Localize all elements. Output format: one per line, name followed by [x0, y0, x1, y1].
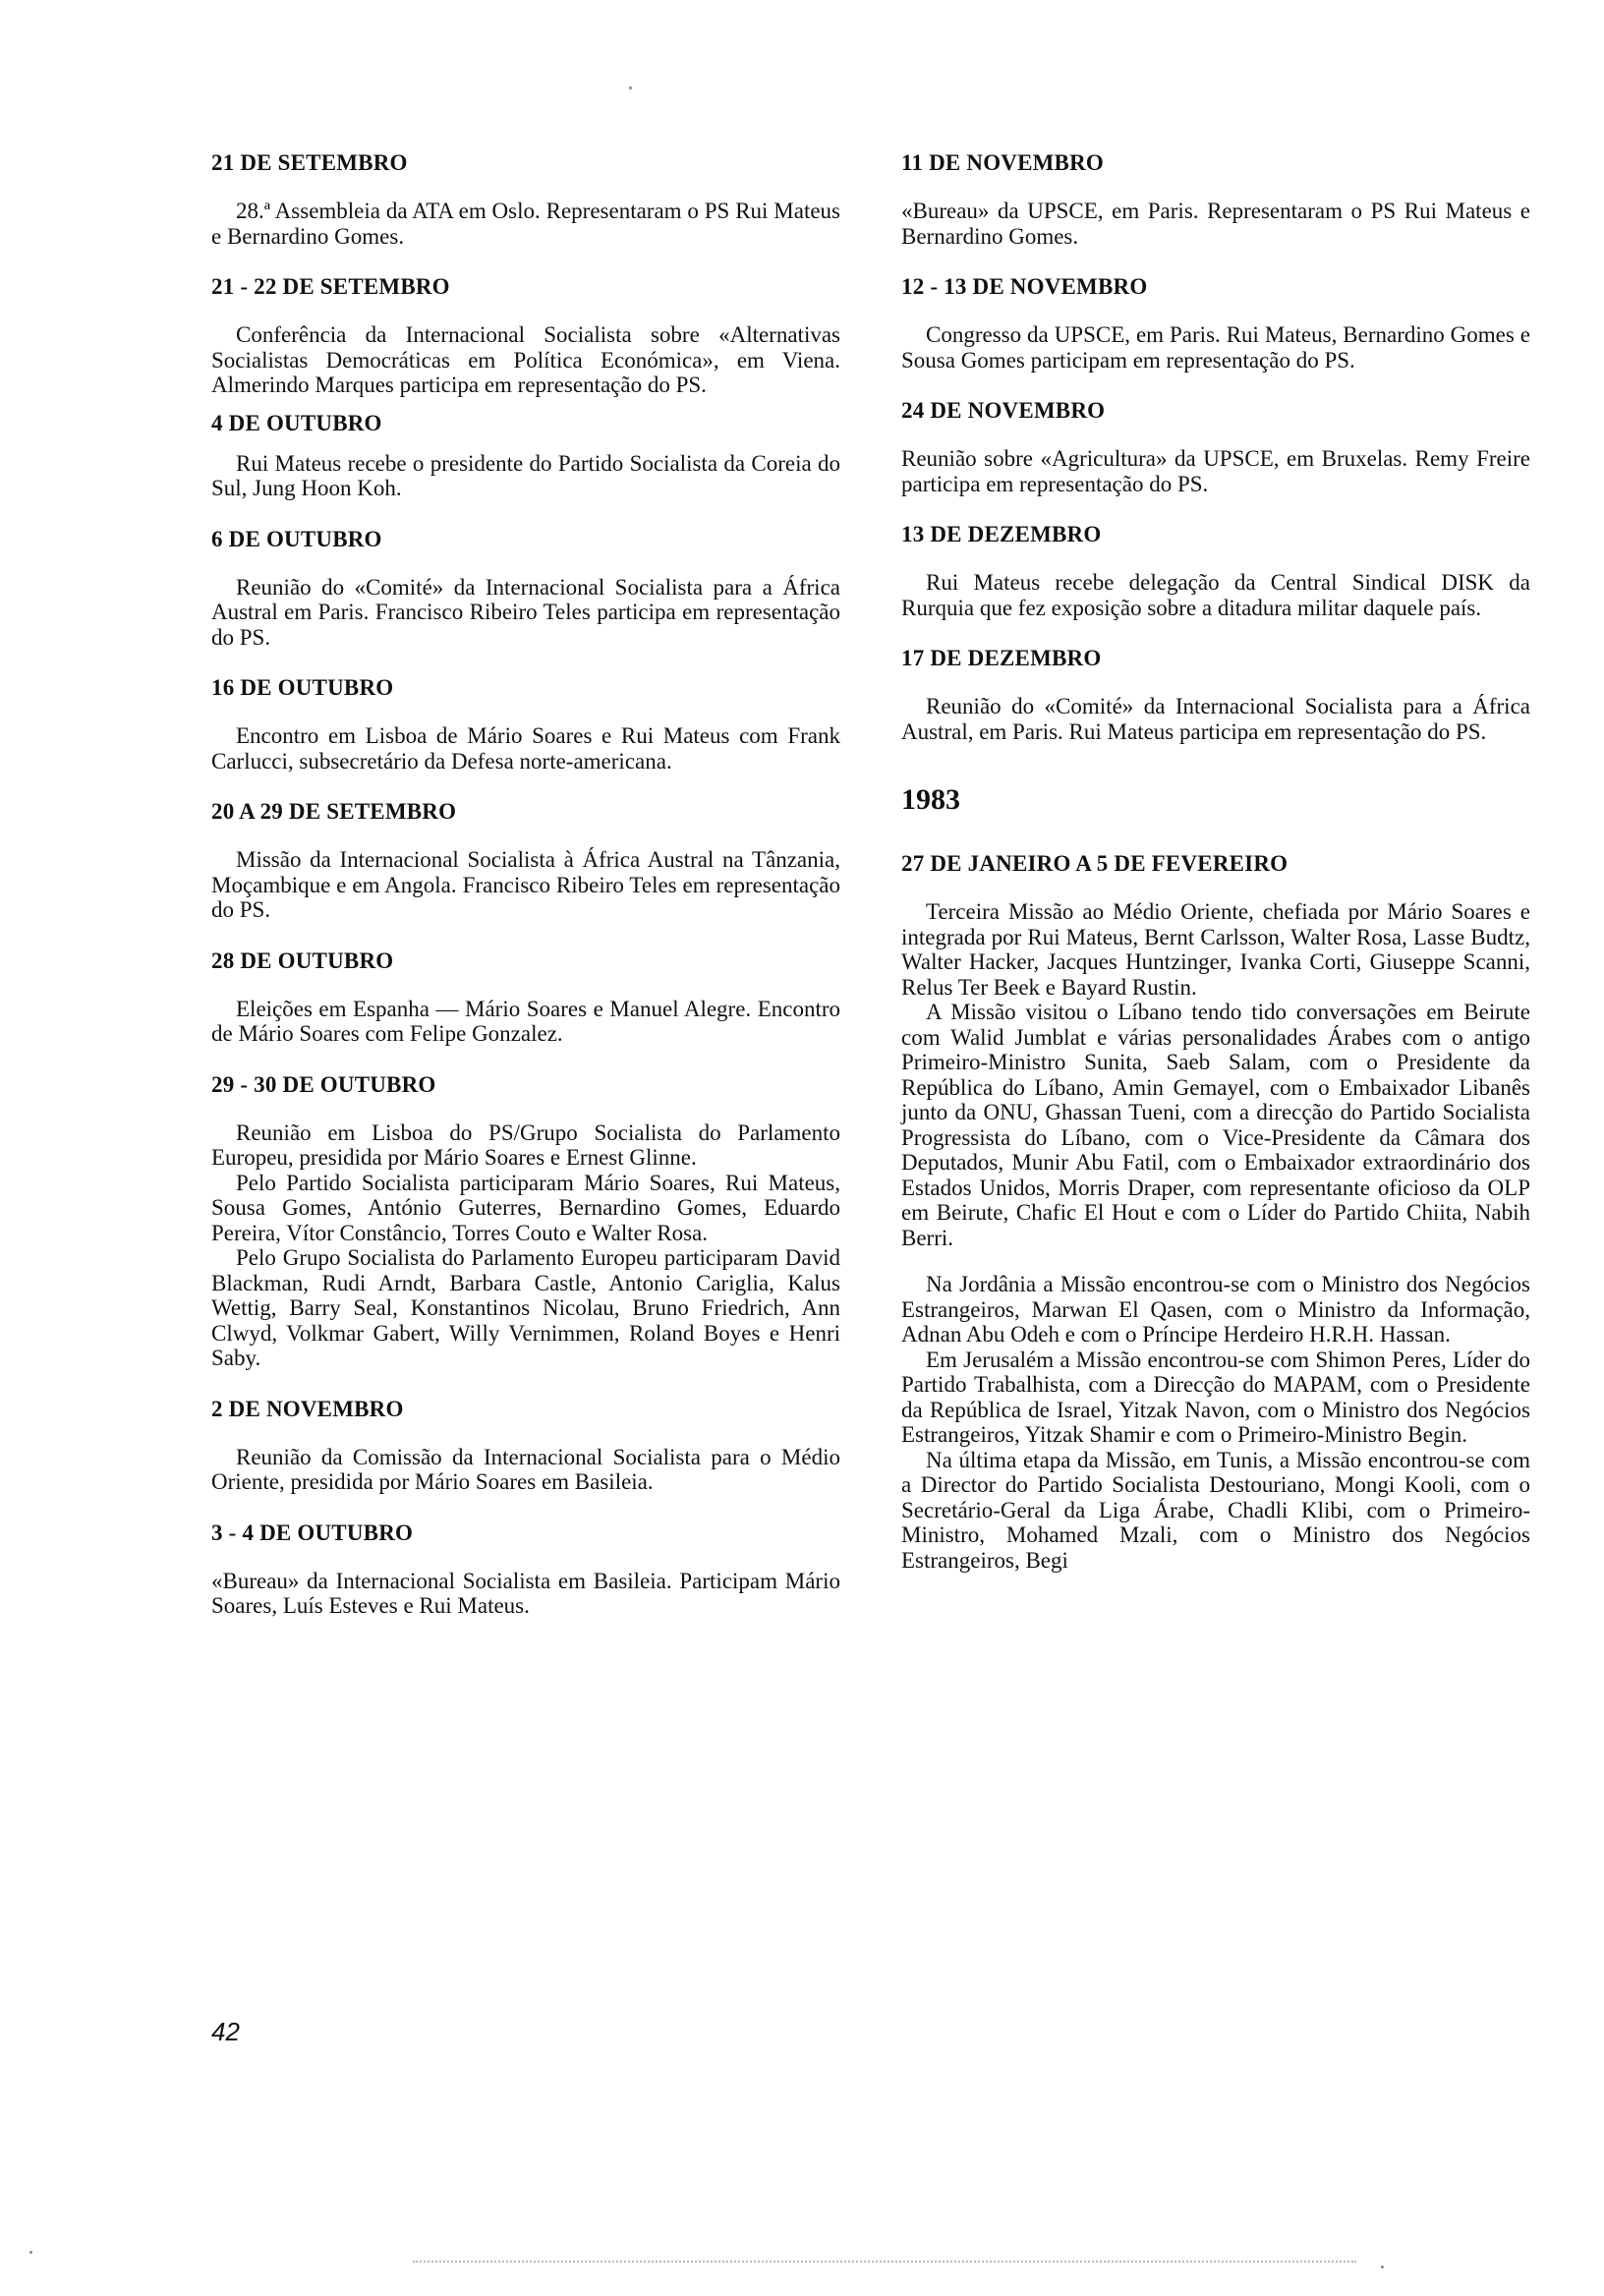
chronology-entry: [211, 1396, 840, 1495]
chronology-entry: [211, 798, 840, 923]
entry-paragraph: Reunião da Comissão da Internacional Socialista para o Médio Oriente, presidida por Mário Soares em Basileia.: [211, 1444, 840, 1494]
entry-date: 21 - 22 DE SETEMBRO: [211, 274, 450, 299]
entry-date: 17 DE DEZEMBRO: [901, 646, 1102, 670]
chronology-entry: [901, 645, 1530, 744]
entry-paragraph: Rui Mateus recebe delegação da Central Sindical DISK da Rurquia que fez exposição sobre a ditadura militar daquele país.: [901, 570, 1530, 620]
entry-paragraph: Reunião do «Comité» da Internacional Socialista para a África Austral, em Paris. Rui Mateus participa em representação do PS.: [901, 694, 1530, 744]
entry-date: 2 DE NOVEMBRO: [211, 1396, 404, 1421]
entry-paragraph: Pelo Grupo Socialista do Parlamento Europeu participaram David Blackman, Rudi Arndt, Barbara Castle, Antonio Cariglia, Kalus Wettig, Barry Seal, Konstantinos Nicolau, Bruno Friedrich, Ann Clwyd, Volkmar Gabert, Willy Vernimmen, Roland Boyes e Henri Saby.: [211, 1245, 840, 1370]
entry-date: 29 - 30 DE OUTUBRO: [211, 1071, 436, 1097]
entry-paragraph: Pelo Partido Socialista participaram Mário Soares, Rui Mateus, Sousa Gomes, António Guterres, Bernardino Gomes, Eduardo Pereira, Vítor Constâncio, Torres Couto e Walter Rosa.: [211, 1170, 840, 1245]
entry-date: 27 DE JANEIRO A 5 DE FEVEREIRO: [901, 851, 1289, 876]
entry-paragraph: Na última etapa da Missão, em Tunis, a Missão encontrou-se com a Director do Partido Socialista Destouriano, Mongi Kooli, com o Secretário-Geral da Liga Árabe, Chadli Klibi, com o Primeiro-Ministro, Mohamed Mzali, com o Ministro dos Negócios Estrangeiros, Begi: [901, 1447, 1530, 1573]
chronology-entry: [211, 526, 840, 651]
entry-date: 13 DE DEZEMBRO: [901, 522, 1102, 546]
chronology-entry: [901, 149, 1530, 249]
entry-paragraph: A Missão visitou o Líbano tendo tido conversações em Beirute com Walid Jumblat e várias personalidades Árabes com o antigo Primeiro-Ministro Sunita, Saeb Salam, com o Presidente da República do Líbano, Amin Gemayel, com o Embaixador Libanês junto da ONU, Ghassan Tueni, com a direcção do Partido Socialista Progressista do Líbano, com o Vice-Presidente da Câmara dos Deputados, Munir Abu Fatil, com o Embaixador extraordinário dos Estados Unidos, Morris Draper, com representante oficioso da OLP em Beirute, Chafic El Hout e com o Líder do Partido Chiita, Nabih Berri.: [901, 1000, 1530, 1250]
page-number: 42: [211, 2017, 240, 2046]
chronology-entry: [901, 850, 1530, 1573]
year-heading: 1983: [901, 783, 960, 816]
entry-date: 6 DE OUTUBRO: [211, 526, 382, 551]
entry-paragraph: Terceira Missão ao Médio Oriente, chefiada por Mário Soares e integrada por Rui Mateus, Bernt Carlsson, Walter Rosa, Lasse Budtz, Walter Hacker, Jacques Huntzinger, Ivanka Corti, Giuseppe Scanni, Relus Ter Beek e Bayard Rustin.: [901, 899, 1530, 1000]
chronology-entry: [211, 273, 840, 398]
entry-paragraph: Em Jerusalém a Missão encontrou-se com Shimon Peres, Líder do Partido Trabalhista, com a Direcção do MAPAM, com o Presidente da República de Israel, Yitzak Navon, com o Ministro dos Negócios Estrangeiros, Yitzak Shamir e com o Primeiro-Ministro Begin.: [901, 1347, 1530, 1447]
entry-paragraph: Congresso da UPSCE, em Paris. Rui Mateus, Bernardino Gomes e Sousa Gomes participam em representação do PS.: [901, 322, 1530, 373]
entry-paragraph: Reunião do «Comité» da Internacional Socialista para a África Austral em Paris. Francisco Ribeiro Teles participa em representação do PS.: [211, 574, 840, 650]
chronology-entry: [211, 674, 840, 774]
chronology-entry: [211, 1520, 840, 1619]
entry-paragraph: Conferência da Internacional Socialista sobre «Alternativas Socialistas Democráticas em Política Económica», em Viena. Almerindo Marques participa em representação do PS.: [211, 322, 840, 397]
entry-paragraph: 28.ª Assembleia da ATA em Oslo. Representaram o PS Rui Mateus e Bernardino Gomes.: [211, 199, 840, 249]
entry-paragraph: Na Jordânia a Missão encontrou-se com o Ministro dos Negócios Estrangeiros, Marwan El Qasen, com o Ministro da Informação, Adnan Abu Odeh e com o Príncipe Herdeiro H.R.H. Hassan.: [901, 1272, 1530, 1347]
entry-paragraph: Reunião sobre «Agricultura» da UPSCE, em Bruxelas. Remy Freire participa em representação do PS.: [901, 446, 1530, 496]
entry-paragraph: Rui Mateus recebe o presidente do Partido Socialista da Coreia do Sul, Jung Hoon Koh.: [211, 450, 840, 500]
entry-date: 21 DE SETEMBRO: [211, 150, 408, 175]
entry-paragraph: «Bureau» da Internacional Socialista em Basileia. Participam Mário Soares, Luís Esteves e Rui Mateus.: [211, 1568, 840, 1618]
entry-date: 24 DE NOVEMBRO: [901, 398, 1106, 423]
chronology-entry: [901, 397, 1530, 496]
entry-paragraph: Reunião em Lisboa do PS/Grupo Socialista do Parlamento Europeu, presidida por Mário Soares e Ernest Glinne.: [211, 1119, 840, 1170]
chronology-entry: [901, 521, 1530, 620]
scan-artifact-line: [413, 2261, 1356, 2263]
entry-date: 20 A 29 DE SETEMBRO: [211, 799, 457, 824]
chronology-entry: [901, 273, 1530, 373]
entry-date: 11 DE NOVEMBRO: [901, 150, 1104, 175]
entry-paragraph: «Bureau» da UPSCE, em Paris. Representaram o PS Rui Mateus e Bernardino Gomes.: [901, 199, 1530, 249]
right-column: [901, 149, 1530, 1573]
entry-paragraph: Eleições em Espanha — Mário Soares e Manuel Alegre. Encontro de Mário Soares com Felipe Gonzalez.: [211, 996, 840, 1046]
chronology-entry: [211, 149, 840, 249]
scan-speck: [1381, 2266, 1384, 2268]
chronology-entry: [211, 410, 840, 501]
chronology-entry: [211, 1071, 840, 1371]
entry-paragraph: Encontro em Lisboa de Mário Soares e Rui Mateus com Frank Carlucci, subsecretário da Defesa norte-americana.: [211, 723, 840, 774]
scan-speck: [29, 2251, 32, 2254]
entry-date: 12 - 13 DE NOVEMBRO: [901, 274, 1148, 299]
chronology-entry: [211, 947, 840, 1047]
entry-date: 28 DE OUTUBRO: [211, 947, 394, 973]
entry-paragraph: Missão da Internacional Socialista à África Austral na Tânzania, Moçambique e em Angola. Francisco Ribeiro Teles em representação do PS.: [211, 847, 840, 922]
left-column: [211, 149, 840, 1619]
entry-date: 4 DE OUTUBRO: [211, 410, 382, 435]
entry-date: 3 - 4 DE OUTUBRO: [211, 1520, 414, 1545]
scan-speck: [629, 86, 632, 89]
entry-date: 16 DE OUTUBRO: [211, 675, 394, 700]
